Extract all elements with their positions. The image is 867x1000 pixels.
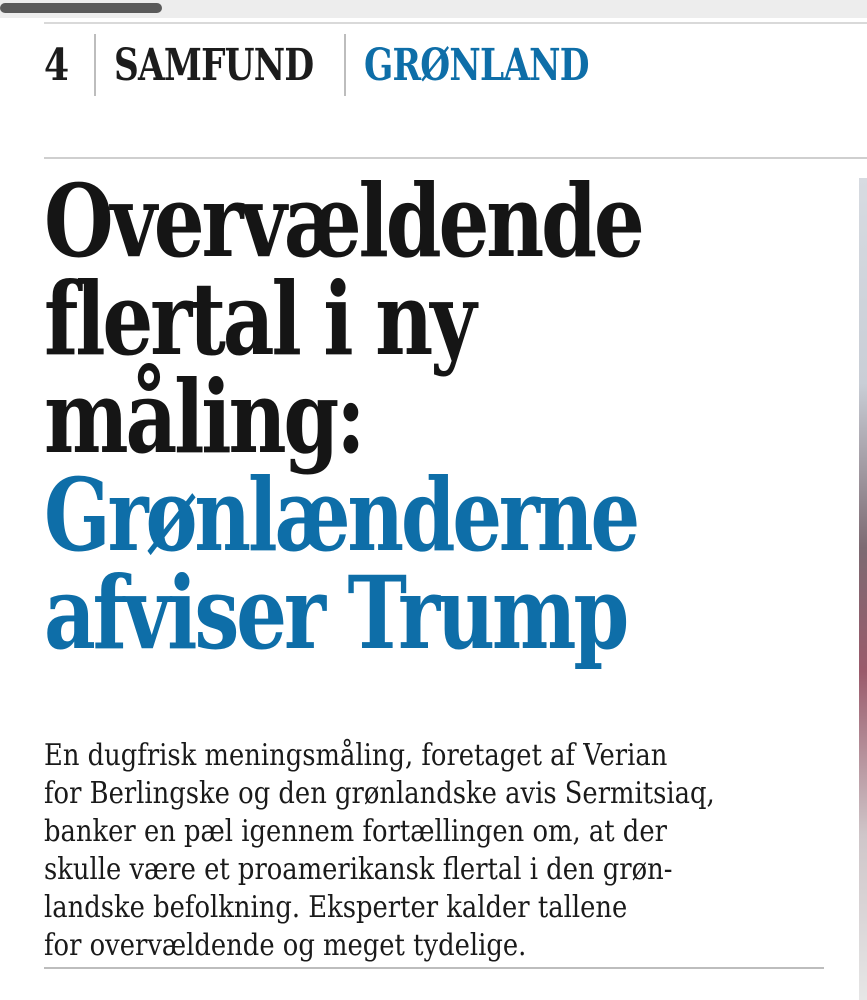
headline-line-accent: Grønlænderne (44, 456, 638, 574)
scrollbar-thumb[interactable] (0, 3, 162, 13)
lead-line: landske befolkning. Eksperter kalder tallene (44, 890, 628, 925)
lead-line: for overvældende og meget tydelige. (44, 928, 527, 963)
scrollbar-track[interactable] (0, 0, 867, 18)
top-divider (44, 22, 867, 24)
section-name: SAMFUND (114, 39, 314, 91)
section-header (44, 30, 652, 100)
article-lead (44, 737, 834, 965)
article-headline (44, 162, 844, 672)
bottom-divider (44, 967, 824, 969)
adjacent-photo-edge (859, 178, 867, 1000)
header-separator (94, 34, 96, 96)
lead-line: En dugfrisk meningsmåling, foretaget af Verian (44, 738, 668, 773)
lead-line: for Berlingske og den grønlandske avis Sermitsiaq, (44, 776, 715, 811)
header-divider (44, 157, 867, 159)
header-separator (344, 34, 346, 96)
headline-line: måling: (44, 358, 363, 476)
headline-line: flertal i ny (44, 260, 474, 378)
lead-line: skulle være et proamerikansk flertal i den grøn- (44, 852, 673, 887)
headline-line-accent: afviser Trump (44, 554, 627, 672)
page-number: 4 (44, 39, 70, 91)
subsection-name: GRØNLAND (364, 39, 589, 91)
headline-line: Overvældende (44, 162, 642, 280)
lead-line: banker en pæl igennem fortællingen om, at der (44, 814, 667, 849)
